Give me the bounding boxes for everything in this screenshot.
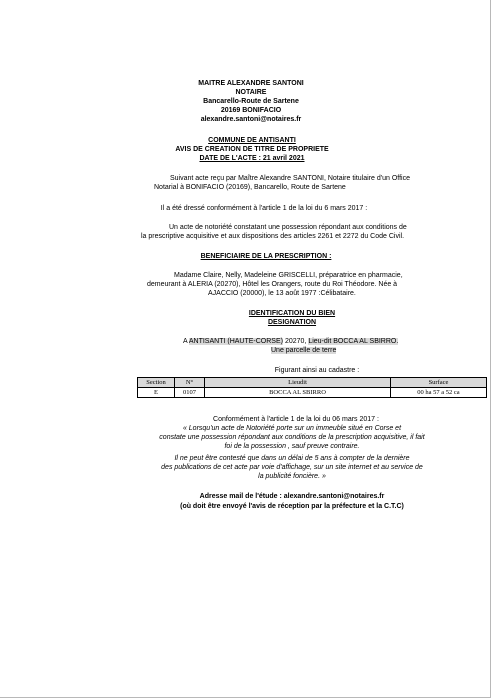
bien-heading: IDENTIFICATION DU BIEN: [248, 310, 336, 317]
designation-prefix: A: [183, 338, 188, 345]
notoriete-line-1: Un acte de notoriété constatant une possession répondant aux conditions de: [169, 224, 407, 231]
cadastre-table: [137, 377, 487, 398]
cell-surface: 00 ha 57 a 52 ca: [391, 388, 487, 398]
conformement-line-5: Il ne peut être contesté que dans un délai de 5 ans à compter de la dernière: [174, 455, 410, 462]
parcelle-text: Une parcelle de terre: [271, 347, 337, 354]
acte-date: DATE DE L'ACTE : 21 avril 2021: [199, 155, 305, 162]
beneficiaire-heading: BENEFICIAIRE DE LA PRESCRIPTION :: [200, 253, 332, 260]
contact-email-line: Adresse mail de l'étude : alexandre.santoni@notaires.fr: [199, 493, 385, 500]
table-row: [138, 388, 487, 398]
beneficiaire-line-3: AJACCIO (20000), le 13 août 1977 :Célibataire.: [208, 290, 356, 297]
conformement-line-6: des publications de cet acte par voie d'affichage, sur un site internet et au service de: [161, 464, 423, 471]
intro-line-1: Suivant acte reçu par Maître Alexandre SANTONI, Notaire titulaire d'un Office: [170, 175, 410, 182]
conformement-line-3: constate une possession répondant aux conditions de la prescription acquisitive, il fait: [159, 434, 425, 441]
designation-heading: DESIGNATION: [267, 319, 317, 326]
col-surface: Surface: [391, 378, 487, 388]
conformement-line-7: la publicité foncière. »: [258, 473, 326, 480]
conformement-line-1: Conformément à l'article 1 de la loi du 06 mars 2017 :: [213, 416, 379, 423]
beneficiaire-line-2: demeurant à ALERIA (20270), Hôtel les Orangers, route du Roi Théodore. Née à: [147, 281, 398, 288]
designation-commune: ANTISANTI (HAUTE-CORSE): [188, 338, 283, 345]
cell-section: E: [138, 388, 175, 398]
cell-lieudit: BOCCA AL SBIRRO: [205, 388, 391, 398]
notary-role: NOTAIRE: [235, 89, 267, 96]
loi-line: Il a été dressé conformément à l'article 1 de la loi du 6 mars 2017 :: [160, 205, 368, 212]
intro-line-2: Notarial à BONIFACIO (20169), Bancarello, Route de Sartene: [154, 184, 346, 191]
parcelle-line: [271, 347, 336, 356]
notary-name: MAITRE ALEXANDRE SANTONI: [198, 80, 304, 87]
avis-title: AVIS DE CREATION DE TITRE DE PROPRIETE: [175, 146, 329, 153]
designation-line: [183, 338, 398, 347]
designation-lieudit: Lieu-dit BOCCA AL SBIRRO.: [308, 338, 399, 345]
beneficiaire-line-1: Madame Claire, Nelly, Madeleine GRISCELLI, préparatrice en pharmacie,: [174, 272, 403, 279]
cell-numero: 0107: [175, 388, 205, 398]
contact-note-line: (où doit être envoyé l'avis de réception par la préfecture et la C.T.C): [180, 503, 404, 510]
conformement-line-4: foi de la possession , sauf preuve contraire.: [224, 443, 360, 450]
cadastre-caption: Figurant ainsi au cadastre :: [274, 367, 360, 374]
commune-title: COMMUNE DE ANTISANTI: [208, 137, 296, 144]
notary-city: 20169 BONIFACIO: [220, 107, 282, 114]
notary-street: Bancarello-Route de Sartene: [203, 98, 299, 105]
col-section: Section: [138, 378, 175, 388]
col-numero: N°: [175, 378, 205, 388]
conformement-line-2: « Lorsqu'un acte de Notoriété porte sur un immeuble situé en Corse et: [182, 425, 402, 432]
designation-cp: 20270,: [284, 338, 307, 345]
notoriete-line-2: la prescriptive acquisitive et aux dispositions des articles 2261 et 2272 du Code Civil.: [141, 233, 405, 240]
col-lieudit: Lieudit: [205, 378, 391, 388]
notary-email: alexandre.santoni@notaires.fr: [200, 116, 302, 123]
cadastre-header-row: [138, 378, 487, 388]
